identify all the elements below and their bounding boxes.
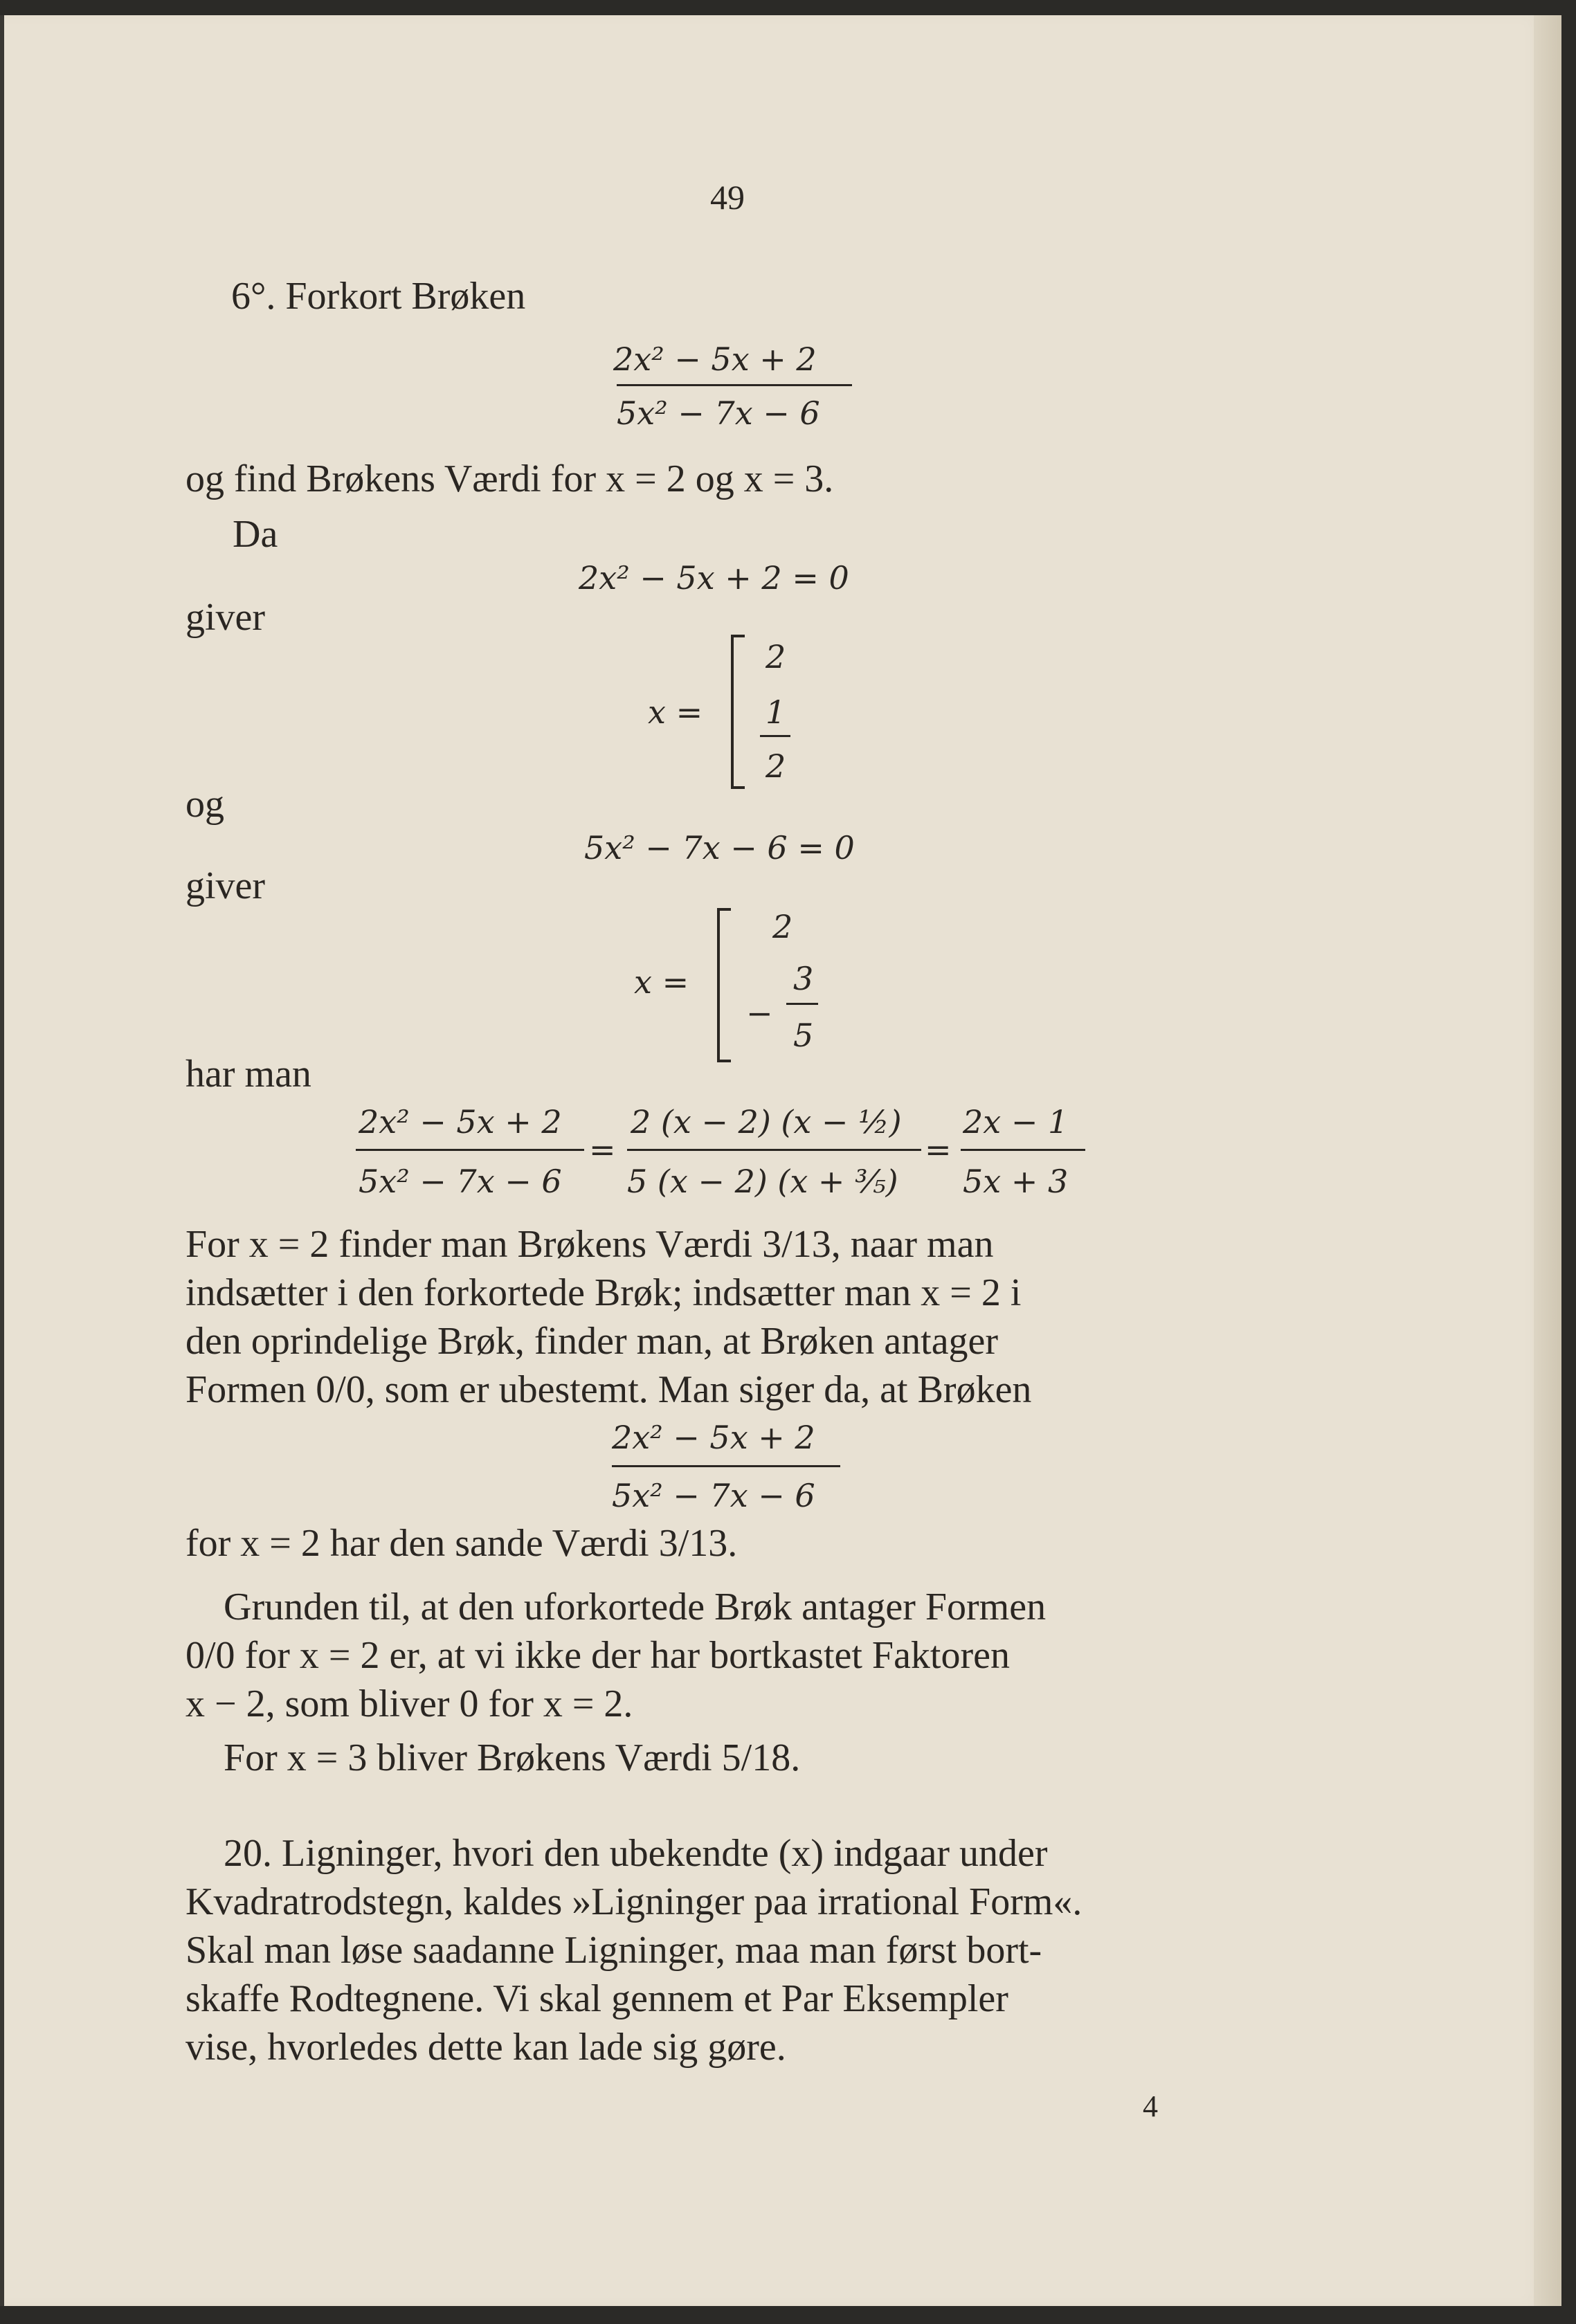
label-giver-2: giver	[185, 864, 266, 907]
fraction-repeat-denominator: 5x² − 7x − 6	[612, 1477, 815, 1514]
para2-line-2: 0/0 for x = 2 er, at vi ikke der har bortkastet Faktoren	[185, 1634, 1010, 1677]
root-2b-num: 3	[793, 960, 814, 997]
page-number: 49	[710, 178, 745, 217]
para3-line-2: Kvadratrodstegn, kaldes »Ligninger paa irrational Form«.	[185, 1880, 1083, 1923]
factor-bar-1	[356, 1149, 584, 1151]
for-x3-line: For x = 3 bliver Brøkens Værdi 5/18.	[224, 1736, 801, 1779]
para3-line-1: 20. Ligninger, hvori den ubekendte (x) indgaar under	[224, 1832, 1048, 1875]
fraction-denominator: 5x² − 7x − 6	[617, 394, 820, 432]
paragraph-3	[185, 1834, 1265, 2076]
root-2b-den: 5	[793, 1017, 814, 1054]
root-1b-bar	[760, 735, 790, 737]
signature-mark: 4	[1143, 2089, 1158, 2123]
paragraph-2	[185, 1588, 1265, 1733]
for-line: for x = 2 har den sande Værdi 3/13.	[185, 1522, 738, 1565]
page-edge	[1534, 15, 1561, 2306]
para3-line-4: skaffe Rodtegnene. Vi skal gennem et Par Eksempler	[185, 1977, 1008, 2020]
para2-line-1: Grunden til, at den uforkortede Brøk antager Formen	[224, 1586, 1047, 1628]
brace-1	[731, 635, 745, 789]
label-giver-1: giver	[185, 596, 266, 639]
para1-line-3: den oprindelige Brøk, finder man, at Brøken antager	[185, 1320, 999, 1363]
root-2a: 2	[772, 908, 793, 945]
x-equals-1: x =	[648, 693, 703, 731]
book-page	[0, 15, 1561, 2306]
fraction-bar	[617, 384, 852, 386]
para1-line-1: For x = 2 finder man Brøkens Værdi 3/13, naar man	[185, 1223, 994, 1266]
root-2b-bar	[786, 1003, 818, 1005]
equation-1: 2x² − 5x + 2 = 0	[579, 559, 849, 597]
root-1a: 2	[766, 638, 786, 675]
para1-line-4: Formen 0/0, som er ubestemt. Man siger da, at Brøken	[185, 1368, 1032, 1411]
x-equals-2: x =	[634, 963, 689, 1001]
factor-d2: 5 (x − 2) (x + ⅗)	[627, 1163, 898, 1200]
paragraph-1	[185, 1225, 1265, 1419]
label-har-man: har man	[185, 1053, 311, 1096]
brace-2	[717, 908, 731, 1062]
factor-n2: 2 (x − 2) (x − ½)	[631, 1103, 902, 1141]
equals-2: =	[925, 1131, 952, 1168]
label-da: Da	[233, 513, 278, 556]
factor-n1: 2x² − 5x + 2	[359, 1103, 562, 1141]
factor-bar-2	[627, 1149, 921, 1151]
root-2b-sign: −	[746, 995, 773, 1032]
factor-d3: 5x + 3	[963, 1163, 1069, 1200]
label-og: og	[185, 783, 224, 826]
para3-line-5: vise, hvorledes dette kan lade sig gøre.	[185, 2026, 786, 2069]
equals-1: =	[589, 1131, 616, 1168]
equation-2: 5x² − 7x − 6 = 0	[584, 829, 855, 866]
root-1b-num: 1	[766, 693, 786, 731]
factor-d1: 5x² − 7x − 6	[359, 1163, 562, 1200]
fraction-repeat-numerator: 2x² − 5x + 2	[612, 1419, 815, 1456]
root-1b-den: 2	[766, 747, 786, 785]
fraction-numerator: 2x² − 5x + 2	[613, 341, 817, 378]
section-heading: 6°. Forkort Brøken	[231, 275, 526, 318]
para1-line-2: indsætter i den forkortede Brøk; indsætter man x = 2 i	[185, 1271, 1022, 1314]
para2-line-3: x − 2, som bliver 0 for x = 2.	[185, 1682, 633, 1725]
para3-line-3: Skal man løse saadanne Ligninger, maa man først bort-	[185, 1929, 1042, 1972]
factor-n3: 2x − 1	[963, 1103, 1069, 1141]
factor-bar-3	[961, 1149, 1085, 1151]
fraction-repeat-bar	[612, 1465, 840, 1467]
find-line: og find Brøkens Værdi for x = 2 og x = 3.	[185, 457, 834, 500]
